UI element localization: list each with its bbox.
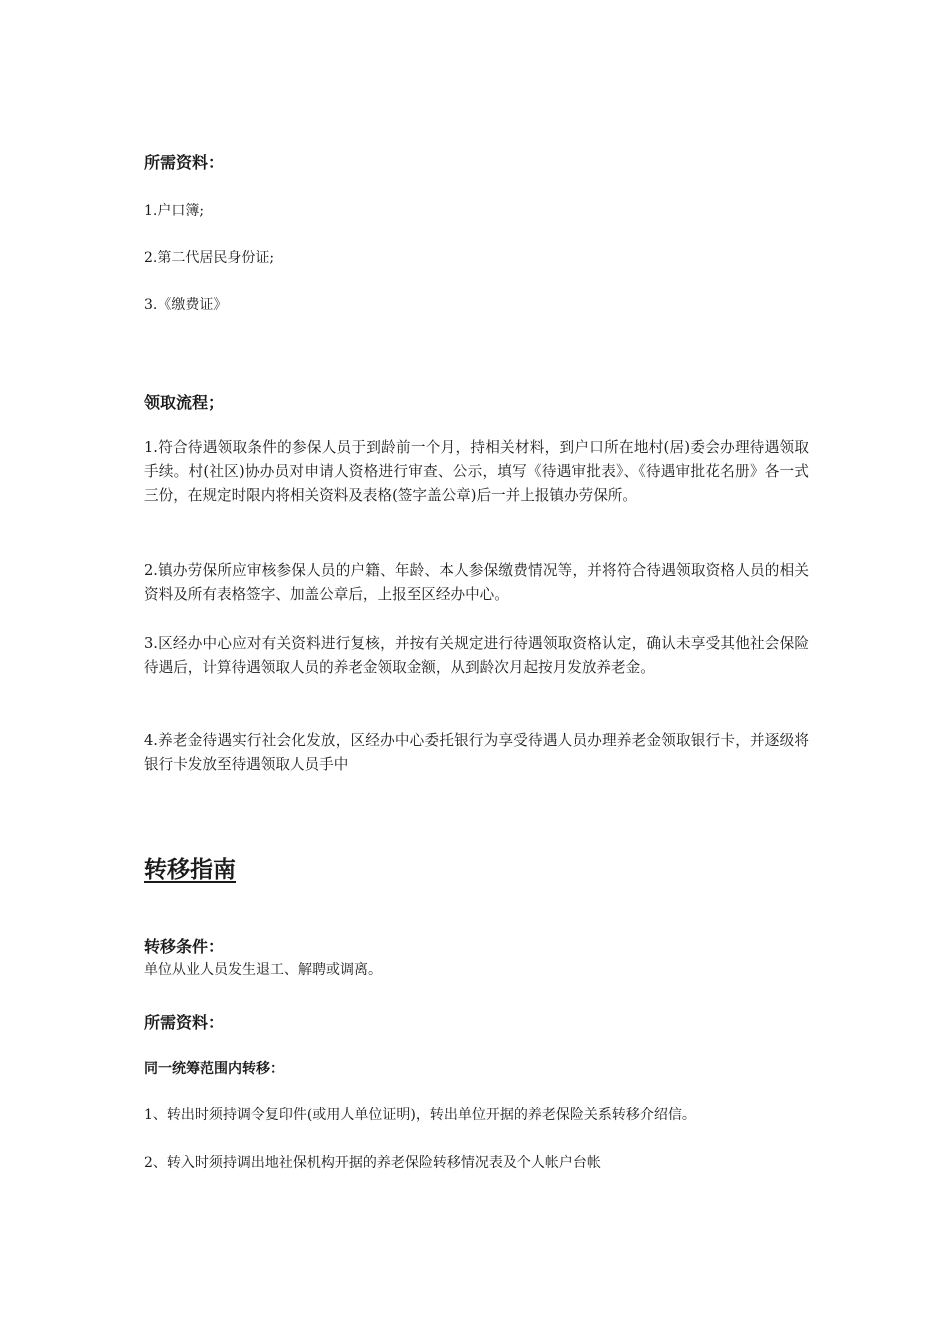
transfer-guide-title: 转移指南	[144, 857, 236, 883]
process-step-3: 3.区经办中心应对有关资料进行复核，并按有关规定进行待遇领取资格认定，确认未享受其他社会保险待遇后，计算待遇领取人员的养老金领取金额，从到龄次月起按月发放养老金。	[144, 635, 809, 676]
transfer-item-1: 1、转出时须持调令复印件(或用人单位证明)，转出单位开据的养老保险关系转移介绍信。	[144, 1107, 696, 1123]
transfer-item-2: 2、转入时须持调出地社保机构开据的养老保险转移情况表及个人帐户台帐	[144, 1155, 601, 1171]
process-step-4: 4.养老金待遇实行社会化发放，区经办中心委托银行为享受待遇人员办理养老金领取银行卡，并逐级将银行卡发放至待遇领取人员手中	[144, 732, 809, 773]
transfer-conditions-heading: 转移条件：	[144, 937, 225, 956]
materials-item-2: 2.第二代居民身份证;	[144, 250, 275, 266]
transfer-conditions-text: 单位从业人员发生退工、解聘或调离。	[144, 962, 382, 978]
materials-item-3: 3.《缴费证》	[144, 297, 228, 313]
transfer-materials-heading: 所需资料：	[144, 1013, 225, 1032]
materials-item-1: 1.户口簿;	[144, 203, 205, 219]
process-heading: 领取流程；	[144, 393, 225, 412]
materials-heading: 所需资料：	[144, 153, 225, 172]
process-step-2: 2.镇办劳保所应审核参保人员的户籍、年龄、本人参保缴费情况等，并将符合待遇领取资格人员的相关资料及所有表格签字、加盖公章后，上报至区经办中心。	[144, 562, 809, 603]
process-step-1: 1.符合待遇领取条件的参保人员于到龄前一个月，持相关材料，到户口所在地村(居)委会办理待遇领取手续。村(社区)协办员对申请人资格进行审查、公示，填写《待遇审批表》、《待遇审批花名册》各一式三份，在规定时限内将相关资料及表格(签字盖公章)后一并上报镇办劳保所。	[144, 439, 809, 504]
same-scope-heading: 同一统筹范围内转移：	[144, 1061, 284, 1077]
